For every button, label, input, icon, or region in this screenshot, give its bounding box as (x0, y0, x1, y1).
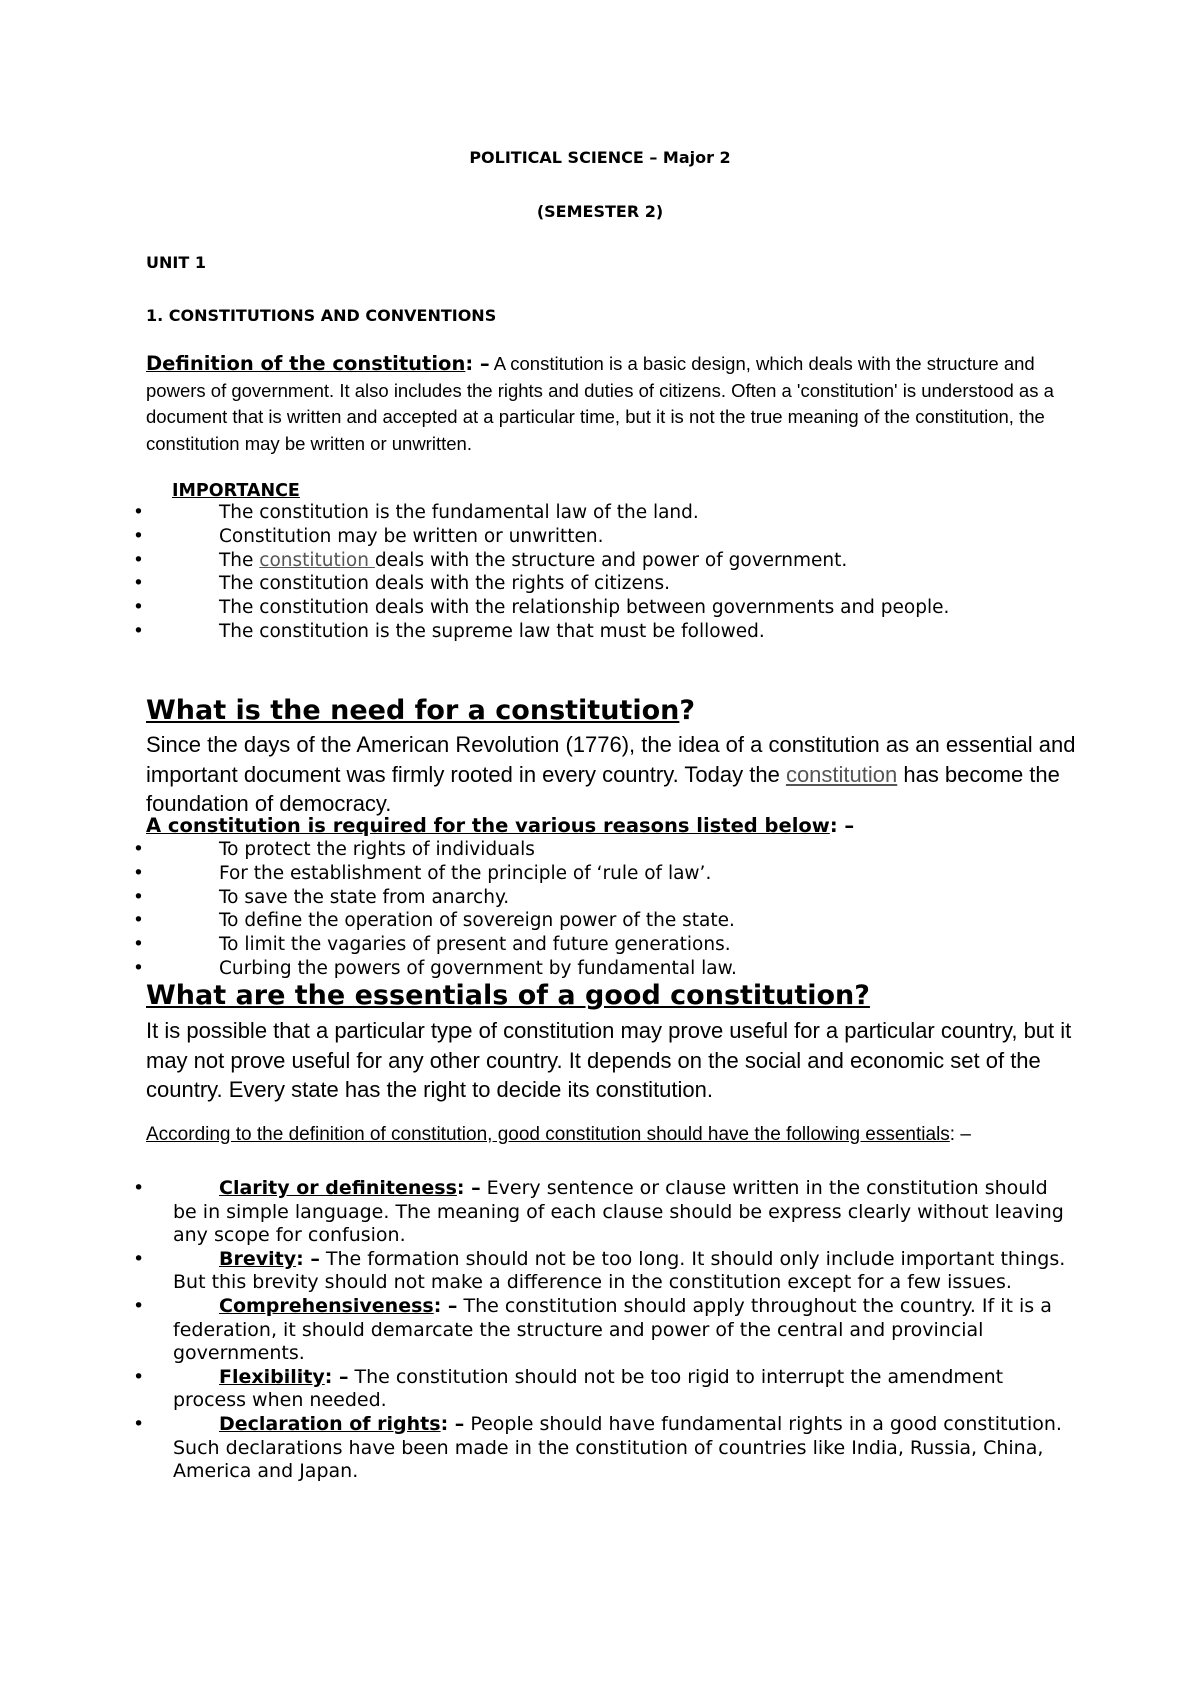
bullet-icon: • (133, 886, 144, 908)
list-item: • The constitution deals with the rights of citizens. (133, 573, 671, 595)
list-item: • Declaration of rights: – People should have fundamental rights in a good constitution. Such declarations have been made in the constitution of countries like India, Russia, China, America and Japan. (133, 1412, 1062, 1483)
importance-heading: IMPORTANCE (172, 481, 300, 501)
list-item: • To limit the vagaries of present and future generations. (133, 934, 731, 956)
essentials-heading: What are the essentials of a good constitution? (146, 980, 870, 1011)
bullet-icon: • (133, 839, 144, 860)
definition-sep: : – (465, 352, 490, 375)
importance-list (133, 501, 1073, 644)
bullet-icon: • (133, 910, 144, 932)
reasons-label: A constitution is required for the various reasons listed below: – (146, 814, 855, 837)
bullet-icon: • (133, 1177, 145, 1199)
list-item: • Comprehensiveness: – The constitution should apply throughout the country. If it is a federation, it should demarcate the structure and power of the central and provincial governments. (133, 1294, 1052, 1365)
list-item: • Brevity: – The formation should not be too long. It should only include important things. But this brevity should not make a difference in the constitution except for a few issues. (133, 1247, 1066, 1294)
list-item: • The constitution is the supreme law that must be followed. (133, 620, 765, 642)
bullet-icon: • (133, 1294, 145, 1317)
bullet-icon: • (133, 1412, 145, 1435)
list-item: • The constitution deals with the structure and power of government. (133, 549, 848, 571)
bullet-icon: • (133, 1365, 145, 1388)
list-item: • Curbing the powers of government by fundamental law. (133, 957, 737, 979)
according-paragraph: According to the definition of constitution, good constitution should have the following essentials: – (146, 1124, 971, 1145)
list-item: • The constitution deals with the relationship between governments and people. (133, 597, 950, 619)
list-item: • Flexibility: – The constitution should not be too rigid to interrupt the amendment process when needed. (133, 1365, 1004, 1412)
bullet-icon: • (133, 573, 144, 595)
bullet-icon: • (133, 957, 144, 979)
bullet-icon: • (133, 934, 144, 956)
bullet-icon: • (133, 549, 144, 571)
definition-label: Definition of the constitution (146, 352, 466, 375)
bullet-icon: • (133, 597, 144, 619)
reasons-list (133, 838, 1073, 981)
definition-paragraph (146, 351, 1076, 457)
need-heading: What is the need for a constitution? (146, 695, 696, 726)
semester-label: (SEMESTER 2) (536, 202, 664, 221)
bullet-icon: • (133, 1247, 145, 1270)
essentials-paragraph: It is possible that a particular type of constitution may prove useful for a particular country, but it may not prove useful for any other country. It depends on the social and economic set of the country. Every state has the right to decide its constitution. (146, 1018, 1072, 1102)
list-item: • The constitution is the fundamental law of the land. (133, 502, 699, 523)
constitution-link[interactable]: constitution (259, 549, 375, 571)
section-heading: 1. CONSTITUTIONS AND CONVENTIONS (146, 306, 497, 325)
definition-text: A constitution is a basic design, which deals with the structure and powers of government. It also includes the rights and duties of citizens. Often a 'constitution' is understood as a document that is written and accepted at a particular time, but it is not the true meaning of the constitution, the constitution may be written or unwritten. (146, 353, 1054, 454)
list-item: • To save the state from anarchy. (133, 886, 510, 908)
bullet-icon: • (133, 525, 144, 547)
list-item: • To protect the rights of individuals (133, 839, 535, 860)
list-item: • For the establishment of the principle of ‘rule of law’. (133, 862, 712, 884)
bullet-icon: • (133, 620, 144, 642)
constitution-link[interactable]: constitution (785, 761, 898, 787)
essentials-list (133, 1177, 1073, 1484)
list-item: • To define the operation of sovereign power of the state. (133, 910, 735, 932)
unit-label: UNIT 1 (146, 253, 206, 272)
need-paragraph: Since the days of the American Revolution (1776), the idea of a constitution as an essential and important document was firmly rooted in every country. Today the constitution has become the foundation of democracy. (146, 732, 1076, 816)
list-item: • Constitution may be written or unwritten. (133, 525, 604, 547)
document-title: POLITICAL SCIENCE – Major 2 (469, 148, 731, 167)
list-item: • Clarity or definiteness: – Every sentence or clause written in the constitution should be in simple language. The meaning of each clause should be express clearly without leaving any scope for confusion. (133, 1177, 1064, 1247)
bullet-icon: • (133, 862, 144, 884)
bullet-icon: • (133, 502, 144, 523)
